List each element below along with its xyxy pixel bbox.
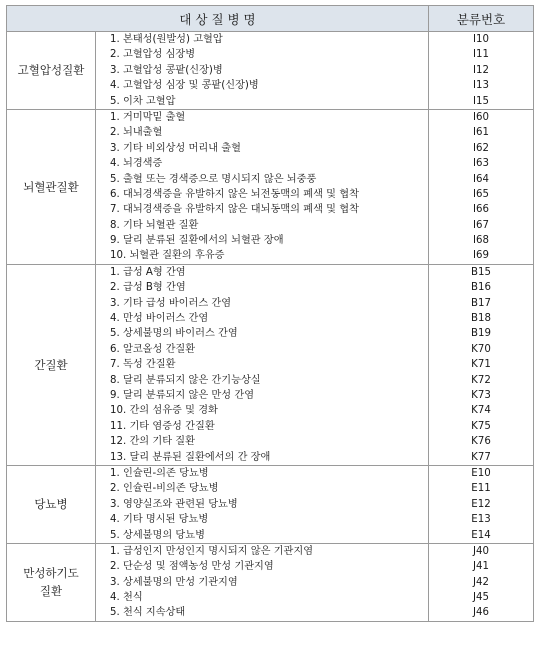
classification-code: J42 [473, 576, 489, 588]
disease-item [96, 265, 428, 280]
category-group-row [7, 264, 534, 465]
classification-code: E11 [471, 483, 491, 495]
disease-list [96, 543, 429, 621]
disease-item [96, 605, 428, 620]
category-name: 당뇨병 [7, 465, 96, 543]
disease-name: 간의 섬유증 및 경화 [129, 405, 218, 417]
disease-name: 이차 고혈압 [122, 95, 176, 107]
disease-name: 뇌내출혈 [122, 127, 163, 139]
classification-code: B16 [471, 282, 491, 294]
classification-code: I67 [473, 219, 489, 231]
disease-name: 만성 바이러스 간염 [122, 313, 209, 325]
item-number: 10. [110, 250, 127, 262]
classification-code: K71 [471, 359, 491, 371]
disease-name: 고혈압성 심장 및 콩팥(신장)병 [122, 80, 259, 92]
disease-name: 급성인지 만성인지 명시되지 않은 기관지염 [122, 545, 314, 557]
disease-item [96, 544, 428, 559]
item-number: 1. [110, 111, 120, 123]
item-number: 5. [110, 328, 120, 340]
disease-item [96, 419, 428, 434]
disease-name: 출혈 또는 경색증으로 명시되지 않은 뇌중풍 [122, 173, 317, 185]
disease-item [96, 342, 428, 357]
disease-name: 기타 염증성 간질환 [129, 420, 215, 432]
disease-item [96, 388, 428, 403]
item-number: 2. [110, 561, 120, 573]
disease-name: 독성 간질환 [122, 359, 176, 371]
classification-code: I11 [473, 49, 489, 61]
disease-item [96, 326, 428, 341]
disease-name: 인슐린-의존 당뇨병 [122, 467, 209, 479]
classification-code: I12 [473, 64, 489, 76]
disease-name: 간의 기타 질환 [129, 436, 195, 448]
item-number: 3. [110, 576, 120, 588]
classification-code: K74 [471, 405, 491, 417]
code-list [429, 465, 534, 543]
category-group-row [7, 543, 534, 621]
item-number: 8. [110, 374, 120, 386]
disease-name: 달리 분류되지 않은 간기능상실 [122, 374, 261, 386]
disease-name: 급성 B형 간염 [122, 282, 186, 294]
item-number: 2. [110, 127, 120, 139]
classification-code: J46 [473, 607, 489, 619]
classification-code: K72 [471, 374, 491, 386]
disease-name: 달리 분류되지 않은 만성 간염 [122, 389, 255, 401]
category-group-row [7, 109, 534, 264]
item-number: 3. [110, 64, 120, 76]
item-number: 1. [110, 545, 120, 557]
classification-code: I10 [473, 34, 489, 45]
disease-classification-table [6, 5, 534, 622]
item-number: 3. [110, 498, 120, 510]
code-list [429, 264, 534, 465]
disease-name: 상세불명의 당뇨병 [122, 529, 205, 541]
category-name: 뇌혈관질환 [7, 109, 96, 264]
classification-code: J45 [473, 592, 489, 604]
disease-name: 고혈압성 심장병 [122, 49, 196, 61]
header-code: 분류번호 [429, 6, 534, 32]
disease-item [96, 450, 428, 465]
disease-name: 대뇌경색증을 유발하지 않은 대뇌동맥의 폐색 및 협착 [122, 204, 359, 216]
classification-code: I69 [473, 250, 489, 262]
classification-code: I63 [473, 158, 489, 170]
disease-name: 급성 A형 간염 [122, 266, 186, 278]
item-number: 4. [110, 592, 120, 604]
classification-code: J40 [473, 545, 489, 557]
disease-item [96, 187, 428, 202]
classification-code: I65 [473, 188, 489, 200]
item-number: 1. [110, 34, 120, 45]
disease-name: 천식 [122, 592, 143, 604]
disease-name: 달리 분류된 질환에서의 뇌혈관 장애 [122, 235, 284, 247]
code-list [429, 109, 534, 264]
disease-item [96, 218, 428, 233]
classification-code: I66 [473, 204, 489, 216]
code-list [429, 543, 534, 621]
disease-item [96, 156, 428, 171]
classification-code: J41 [473, 561, 489, 573]
disease-item [96, 248, 428, 263]
disease-name: 상세불명의 만성 기관지염 [122, 576, 238, 588]
disease-name: 영양실조와 관련된 당뇨병 [122, 498, 238, 510]
disease-name: 고혈압성 콩팥(신장)병 [122, 64, 223, 76]
classification-code: B19 [471, 328, 491, 340]
disease-item [96, 63, 428, 78]
disease-item [96, 125, 428, 140]
item-number: 4. [110, 80, 120, 92]
classification-code: B17 [471, 297, 491, 309]
classification-code: B15 [471, 266, 491, 278]
item-number: 4. [110, 514, 120, 526]
classification-code: K70 [471, 343, 491, 355]
item-number: 1. [110, 266, 120, 278]
item-number: 6. [110, 343, 120, 355]
disease-item [96, 94, 428, 109]
classification-code: I64 [473, 173, 489, 185]
category-group-row [7, 32, 534, 110]
disease-item [96, 403, 428, 418]
item-number: 2. [110, 483, 120, 495]
classification-code: I60 [473, 111, 489, 123]
disease-name: 뇌혈관 질환의 후유증 [129, 250, 225, 262]
classification-code: K73 [471, 389, 491, 401]
disease-name: 기타 뇌혈관 질환 [122, 219, 199, 231]
disease-item [96, 172, 428, 187]
classification-code: I13 [473, 80, 489, 92]
disease-name: 기타 급성 바이러스 간염 [122, 297, 232, 309]
disease-name: 천식 지속상태 [122, 607, 186, 619]
disease-name: 뇌경색증 [122, 158, 163, 170]
disease-item [96, 528, 428, 543]
item-number: 12. [110, 436, 127, 448]
disease-item [96, 497, 428, 512]
disease-item [96, 512, 428, 527]
table-body [7, 32, 534, 622]
classification-code: K77 [471, 451, 491, 463]
item-number: 5. [110, 529, 120, 541]
item-number: 7. [110, 359, 120, 371]
disease-item [96, 434, 428, 449]
item-number: 9. [110, 389, 120, 401]
disease-list [96, 109, 429, 264]
classification-code: I15 [473, 95, 489, 107]
disease-name: 거미막밑 출혈 [122, 111, 186, 123]
category-name: 간질환 [7, 264, 96, 465]
classification-code: I62 [473, 142, 489, 154]
disease-name: 단순성 및 점액농성 만성 기관지염 [122, 561, 274, 573]
disease-item [96, 373, 428, 388]
item-number: 3. [110, 142, 120, 154]
disease-item [96, 47, 428, 62]
classification-code: B18 [471, 313, 491, 325]
disease-name: 기타 비외상성 머리내 출혈 [122, 142, 241, 154]
item-number: 11. [110, 420, 127, 432]
disease-item [96, 311, 428, 326]
disease-item [96, 357, 428, 372]
item-number: 10. [110, 405, 127, 417]
category-group-row [7, 465, 534, 543]
disease-item [96, 233, 428, 248]
item-number: 13. [110, 451, 127, 463]
item-number: 7. [110, 204, 120, 216]
classification-code: E10 [471, 467, 491, 479]
disease-item [96, 78, 428, 93]
disease-name: 알코올성 간질환 [122, 343, 196, 355]
item-number: 2. [110, 282, 120, 294]
header-row [7, 6, 534, 32]
item-number: 1. [110, 467, 120, 479]
disease-item [96, 296, 428, 311]
classification-code: K75 [471, 420, 491, 432]
disease-item [96, 575, 428, 590]
classification-code: E13 [471, 514, 491, 526]
disease-item [96, 280, 428, 295]
disease-name: 달리 분류된 질환에서의 간 장애 [129, 451, 271, 463]
item-number: 8. [110, 219, 120, 231]
disease-item [96, 590, 428, 605]
classification-code: E12 [471, 498, 491, 510]
classification-code: K76 [471, 436, 491, 448]
item-number: 6. [110, 188, 120, 200]
disease-name: 본태성(원발성) 고혈압 [122, 34, 223, 45]
item-number: 5. [110, 607, 120, 619]
disease-item [96, 202, 428, 217]
item-number: 4. [110, 313, 120, 325]
item-number: 2. [110, 49, 120, 61]
disease-list [96, 465, 429, 543]
disease-item [96, 559, 428, 574]
item-number: 5. [110, 95, 120, 107]
classification-code: I68 [473, 235, 489, 247]
item-number: 3. [110, 297, 120, 309]
category-name: 고혈압성질환 [7, 32, 96, 110]
disease-list [96, 32, 429, 110]
code-list [429, 32, 534, 110]
item-number: 4. [110, 158, 120, 170]
header-disease-name: 대 상 질 병 명 [7, 6, 429, 32]
disease-name: 상세불명의 바이러스 간염 [122, 328, 238, 340]
disease-item [96, 32, 428, 47]
disease-item [96, 141, 428, 156]
disease-list [96, 264, 429, 465]
item-number: 5. [110, 173, 120, 185]
category-name: 만성하기도 질환 [7, 543, 96, 621]
disease-name: 기타 명시된 당뇨병 [122, 514, 209, 526]
disease-item [96, 110, 428, 125]
disease-item [96, 481, 428, 496]
disease-name: 인슐린-비의존 당뇨병 [122, 483, 219, 495]
classification-code: I61 [473, 127, 489, 139]
item-number: 9. [110, 235, 120, 247]
classification-code: E14 [471, 529, 491, 541]
disease-item [96, 466, 428, 481]
disease-name: 대뇌경색증을 유발하지 않은 뇌전동맥의 폐색 및 협착 [122, 188, 359, 200]
